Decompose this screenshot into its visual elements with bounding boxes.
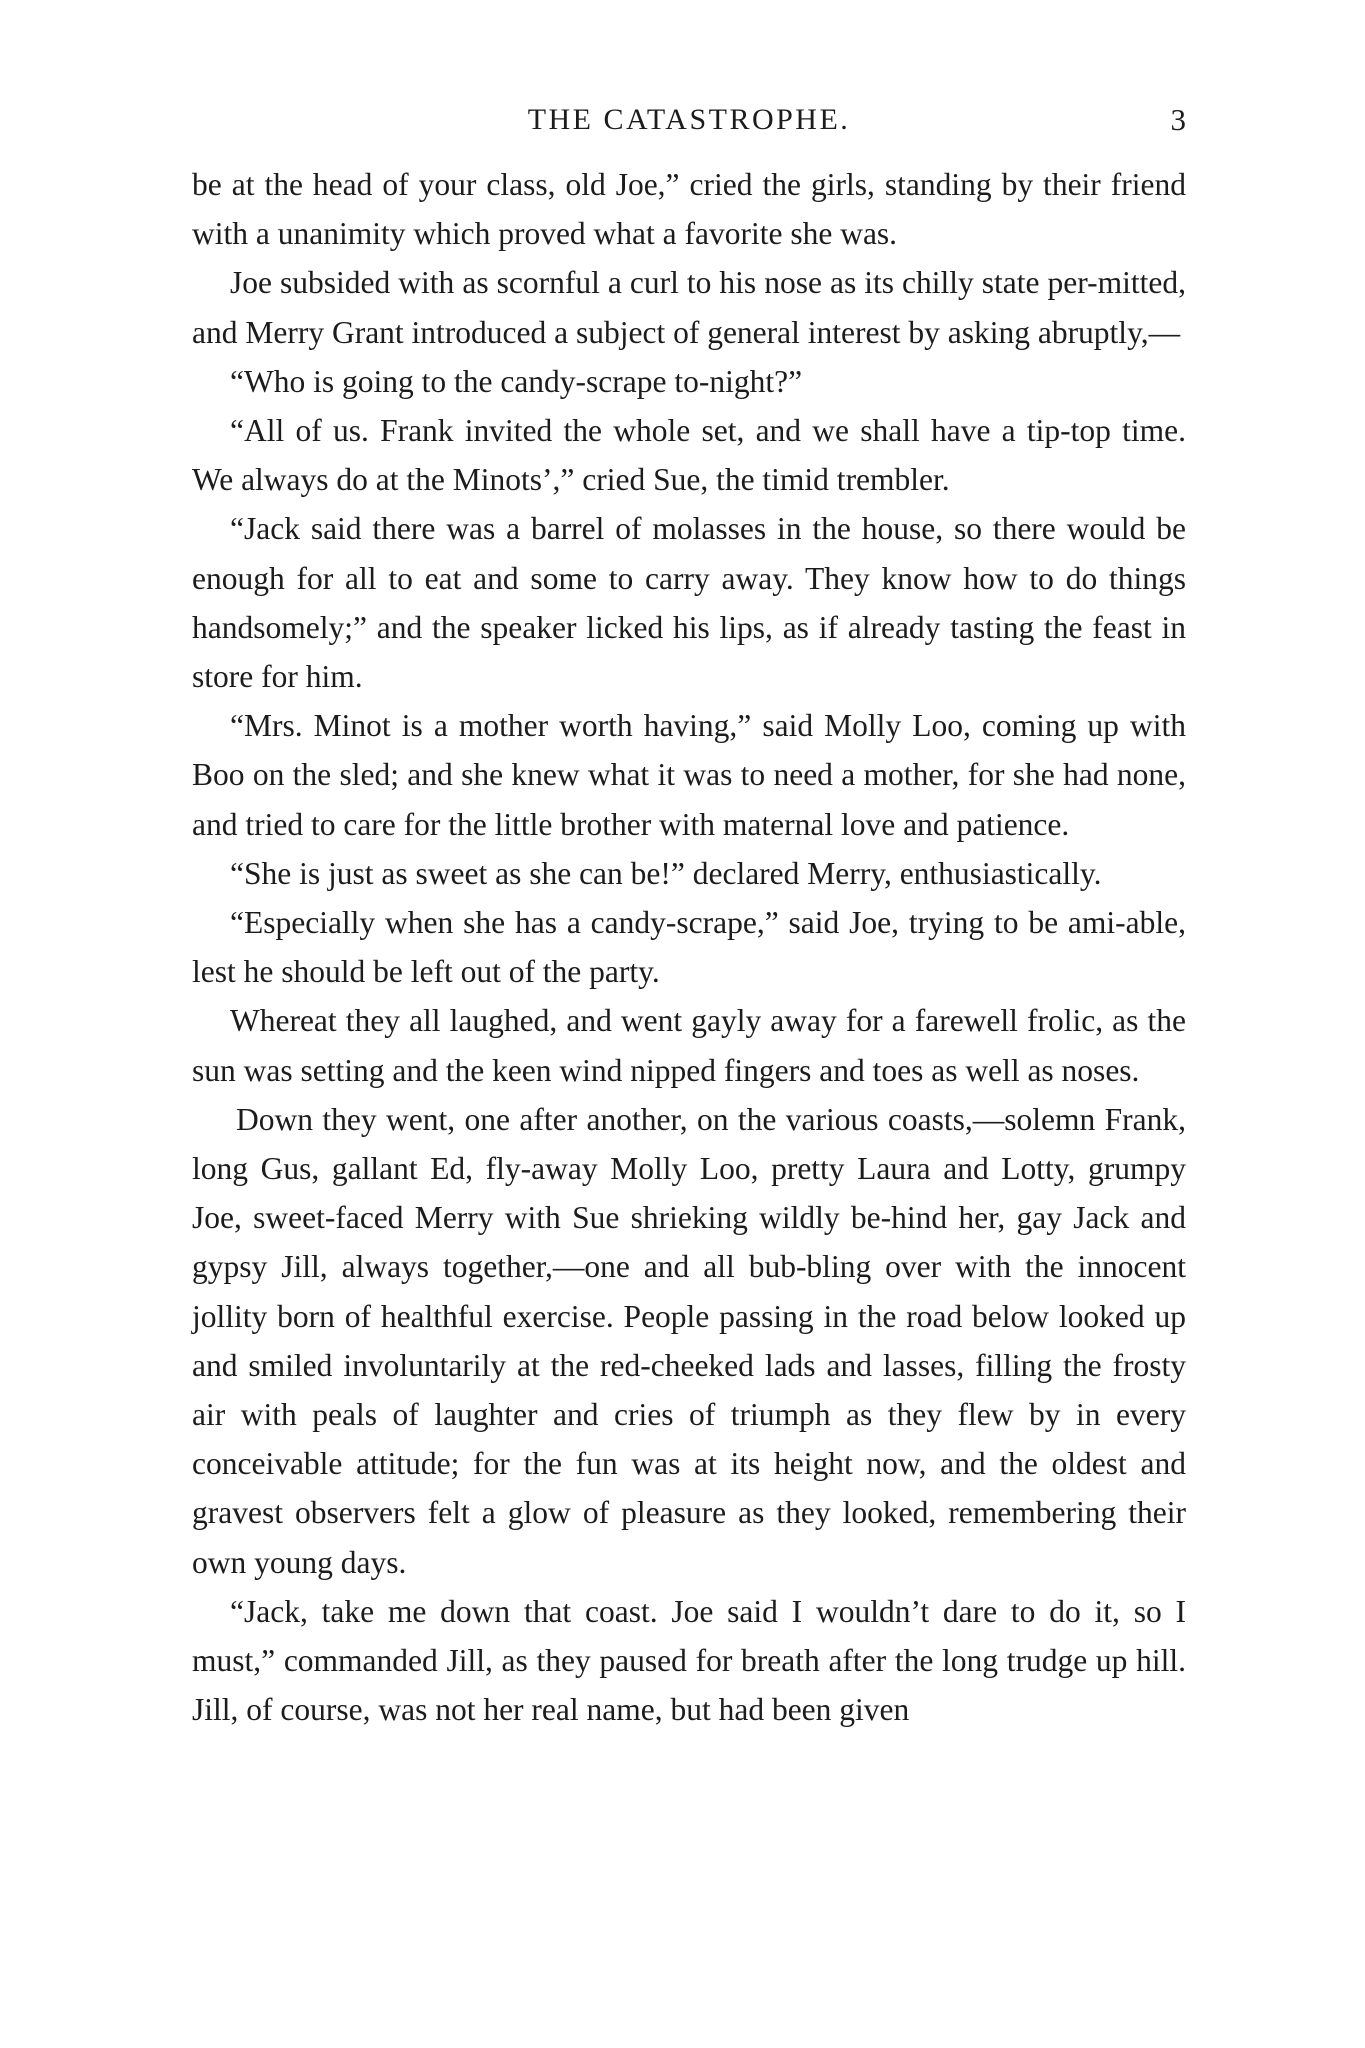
paragraph: “Jack said there was a barrel of molasses in the house, so there would be enough for all to eat and some to carry away. They know how to do things handsomely;” and the speaker licked his lips, as if already tasting the feast in store for him. (192, 511, 1186, 695)
paragraph: “Who is going to the candy-scrape to-night?” (230, 363, 803, 399)
paragraph: “All of us. Frank invited the whole set, and we shall have a tip-top time. We always do at the Minots’,” cried Sue, the timid trembler. (192, 413, 1186, 498)
paragraph: “Mrs. Minot is a mother worth having,” said Molly Loo, coming up with Boo on the sled; and she knew what it was to need a mother, for she had none, and tried to care for the little brother with maternal love and patience. (192, 708, 1186, 842)
paragraph: “Jack, take me down that coast. Joe said I wouldn’t dare to do it, so I must,” commanded Jill, as they paused for breath after the long trudge up hill. Jill, of course, was not her real name, but had been given (192, 1593, 1186, 1728)
paragraph: Whereat they all laughed, and went gayly away for a farewell frolic, as the sun was setting and the keen wind nipped fingers and toes as well as noses. (192, 1003, 1186, 1088)
paragraph: “She is just as sweet as she can be!” declared Merry, enthusiastically. (230, 855, 1102, 891)
body-text (192, 160, 1186, 1735)
paragraph: “Especially when she has a candy-scrape,” said Joe, trying to be ami-able, lest he should be left out of the party. (192, 905, 1186, 990)
running-head (192, 96, 1186, 144)
page-number: 3 (1170, 102, 1186, 137)
paragraph: Joe subsided with as scornful a curl to his nose as its chilly state per-mitted, and Merry Grant introduced a subject of general interest by asking abruptly,— (192, 265, 1186, 350)
paragraph: Down they went, one after another, on the various coasts,—solemn Frank, long Gus, gallant Ed, fly-away Molly Loo, pretty Laura and Lotty, grumpy Joe, sweet-faced Merry with Sue shrieking wildly be-hind her, gay Jack and gypsy Jill, always together,—one and all bub-bling over with the innocent jollity born of healthful exercise. People passing in the road below looked up and smiled involuntarily at the red-cheeked lads and lasses, filling the frosty air with peals of laughter and cries of triumph as they flew by in every conceivable attitude; for the fun was at its height now, and the oldest and gravest observers felt a glow of pleasure as they looked, remembering their own young days. (192, 1101, 1186, 1580)
paragraph: be at the head of your class, old Joe,” cried the girls, standing by their friend with a unanimity which proved what a favorite she was. (192, 167, 1186, 252)
running-title: THE CATASTROPHE. (527, 103, 851, 136)
